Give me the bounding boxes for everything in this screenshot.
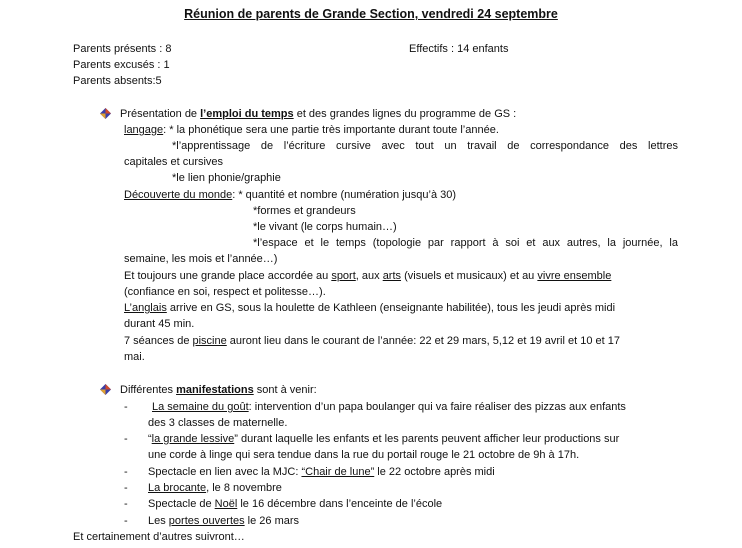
- list-dash: -: [124, 433, 128, 445]
- langage-line-1: langage: * la phonétique sera une partie très importante durant toute l’année.: [124, 124, 499, 136]
- monde-line-1: Découverte du monde: * quantité et nombre (numération jusqu’à 30): [124, 189, 457, 201]
- bullet-icon: [100, 384, 111, 395]
- langage-line-2: *l’apprentissage de l’écriture cursive avec tout un travail de correspondance des lettres: [172, 140, 678, 152]
- list-item-portes-ouvertes: Les portes ouvertes le 26 mars: [148, 515, 300, 527]
- list-dash: -: [124, 466, 128, 478]
- sport-line: Et toujours une grande place accordée au sport, aux arts (visuels et musicaux) et au vivre ensemble: [124, 270, 612, 282]
- manifestations-intro: Différentes manifestations sont à venir:: [120, 384, 317, 396]
- list-item-noel: Spectacle de Noël le 16 décembre dans l’enceinte de l’école: [148, 498, 443, 510]
- list-item-brocante: La brocante, le 8 novembre: [148, 482, 282, 494]
- piscine-line: 7 séances de piscine auront lieu dans le courant de l’année: 22 et 29 mars, 5,12 et 19 avril et 10 et 17: [124, 335, 620, 347]
- emploi-du-temps-link: l’emploi du temps: [200, 108, 294, 120]
- langage-line-3: *le lien phonie/graphie: [172, 172, 281, 184]
- list-item-spectacle-mjc: Spectacle en lien avec la MJC: “Chair de lune” le 22 octobre après midi: [148, 466, 495, 478]
- parents-excused: Parents excusés : 1: [73, 59, 170, 71]
- program-intro: Présentation de l’emploi du temps et des grandes lignes du programme de GS :: [120, 108, 517, 120]
- parents-present: Parents présents : 8: [73, 43, 172, 55]
- anglais-line-2: durant 45 min.: [124, 318, 195, 330]
- monde-line-4b: semaine, les mois et l’année…): [124, 253, 278, 265]
- list-item-lessive-2: une corde à linge qui sera tendue dans la rue du portail rouge le 21 octobre de 9h à 17h.: [148, 449, 580, 461]
- effectifs: Effectifs : 14 enfants: [409, 43, 509, 55]
- closing-line: Et certainement d’autres suivront…: [73, 531, 245, 543]
- list-item-lessive: “la grande lessive” durant laquelle les enfants et les parents peuvent afficher leur productions sur: [148, 433, 620, 445]
- parents-absent: Parents absents:5: [73, 75, 162, 87]
- monde-line-2: *formes et grandeurs: [253, 205, 356, 217]
- monde-line-4: *l’espace et le temps (topologie par rapport à soi et aux autres, la journée, la: [253, 237, 678, 249]
- list-dash: -: [124, 515, 128, 527]
- anglais-line: L’anglais arrive en GS, sous la houlette de Kathleen (enseignante habilitée), tous les jeudi après midi: [124, 302, 616, 314]
- piscine-line-2: mai.: [124, 351, 145, 363]
- langage-line-2b: capitales et cursives: [124, 156, 224, 168]
- sport-line-2: (confiance en soi, respect et politesse…).: [124, 286, 326, 298]
- list-dash: -: [124, 498, 128, 510]
- list-item-gout: La semaine du goût: intervention d’un papa boulanger qui va faire réaliser des pizzas aux enfants: [152, 401, 626, 413]
- list-dash: -: [124, 401, 128, 413]
- monde-line-3: *le vivant (le corps humain…): [253, 221, 397, 233]
- page-title: Réunion de parents de Grande Section, vendredi 24 septembre: [184, 7, 558, 21]
- list-item-gout-2: des 3 classes de maternelle.: [148, 417, 288, 429]
- manifestations-link: manifestations: [176, 384, 254, 396]
- list-dash: -: [124, 482, 128, 494]
- bullet-icon: [100, 108, 111, 119]
